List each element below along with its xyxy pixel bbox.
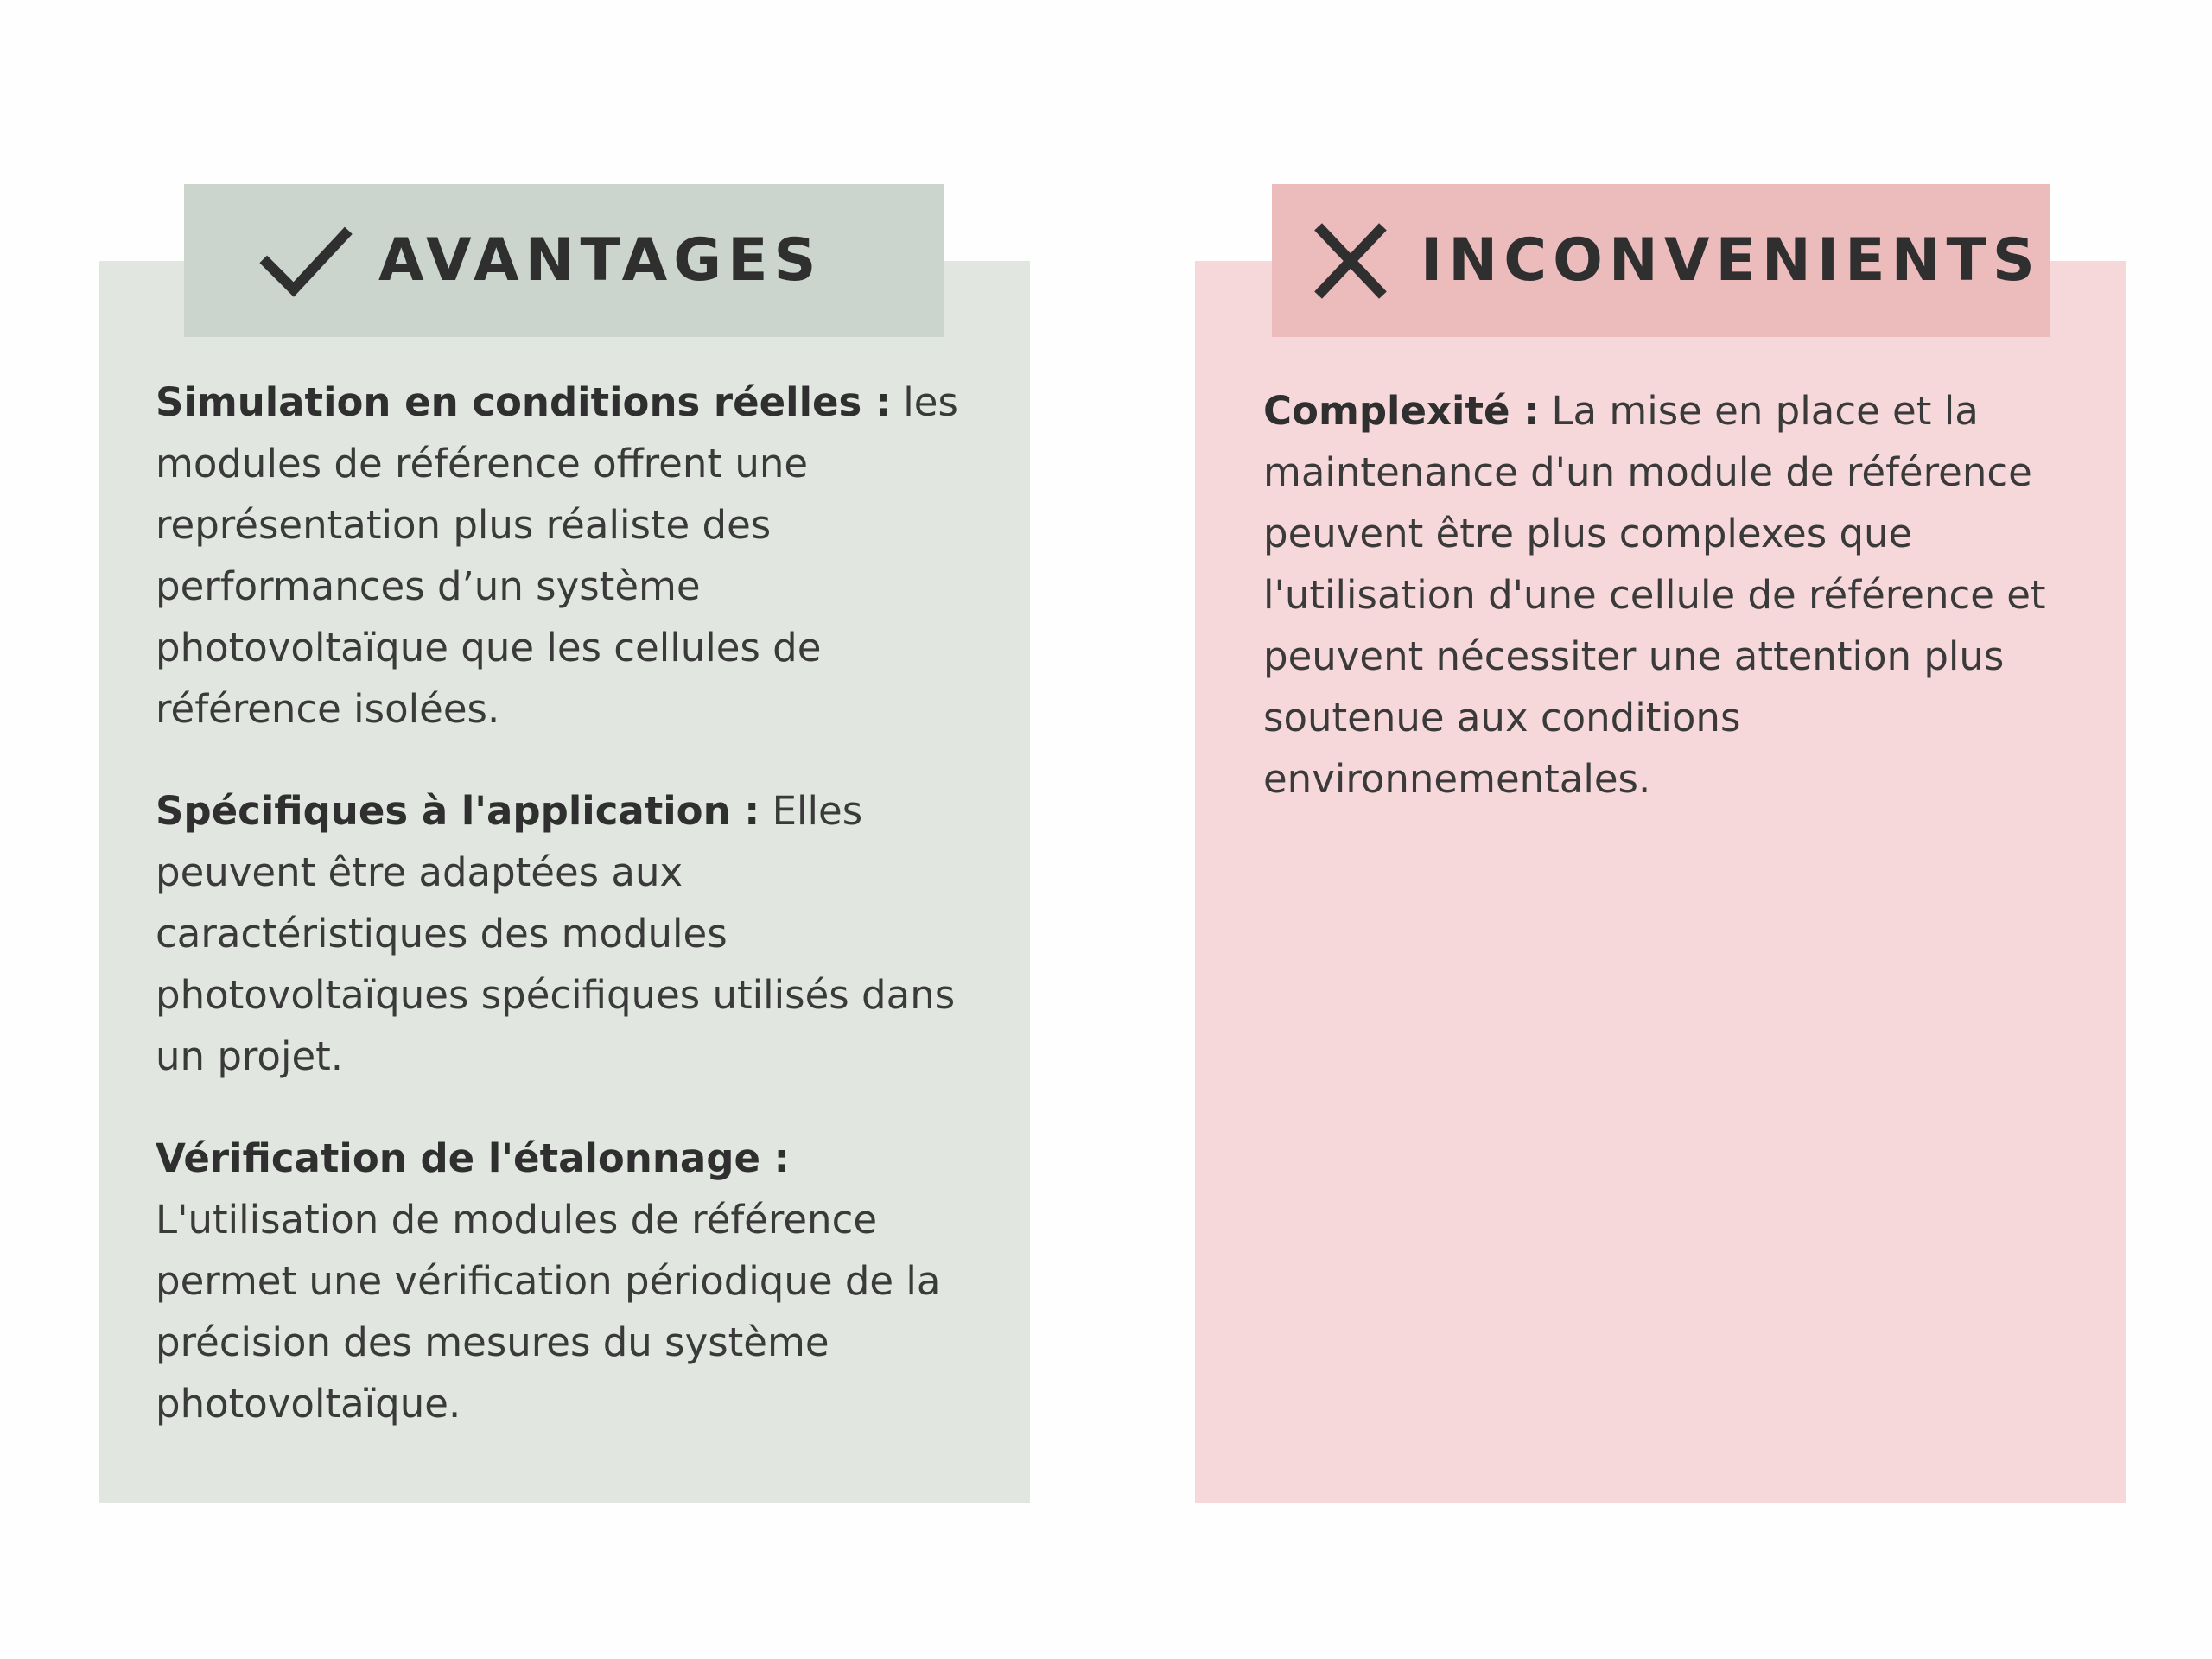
advantage-item-application bbox=[156, 780, 985, 1087]
cross-icon bbox=[1303, 213, 1398, 308]
disadvantage-heading: Complexité : bbox=[1263, 388, 1540, 434]
advantage-body: L'utilisation de modules de référence permet une vérification périodique de la précision des mesures du système photovoltaïque. bbox=[156, 1197, 941, 1427]
advantage-heading: Spécifiques à l'application : bbox=[156, 788, 760, 834]
advantage-heading: Vérification de l'étalonnage : bbox=[156, 1135, 790, 1181]
check-icon bbox=[257, 213, 353, 308]
advantage-body: les modules de référence offrent une représentation plus réaliste des performances d’un système photovoltaïque que les cellules de référence isolées. bbox=[156, 379, 958, 732]
advantage-body: Elles peuvent être adaptées aux caractéristiques des modules photovoltaïques spécifiques utilisés dans un projet. bbox=[156, 788, 956, 1079]
advantages-list bbox=[156, 372, 985, 1475]
disadvantages-list bbox=[1263, 380, 2093, 850]
advantage-heading: Simulation en conditions réelles : bbox=[156, 379, 891, 425]
disadvantage-body: La mise en place et la maintenance d'un module de référence peuvent être plus complexes que l'utilisation d'une cellule de référence et peuvent nécessiter une attention plus soutenue aux conditions environnementales. bbox=[1263, 388, 2046, 802]
disadvantages-title: INCONVENIENTS bbox=[1421, 226, 2041, 295]
advantage-item-simulation bbox=[156, 372, 985, 740]
advantages-header bbox=[184, 184, 944, 337]
disadvantage-item-complexity bbox=[1263, 380, 2093, 810]
advantage-item-calibration bbox=[156, 1128, 985, 1434]
disadvantages-header bbox=[1272, 184, 2050, 337]
advantages-title: AVANTAGES bbox=[378, 226, 823, 295]
